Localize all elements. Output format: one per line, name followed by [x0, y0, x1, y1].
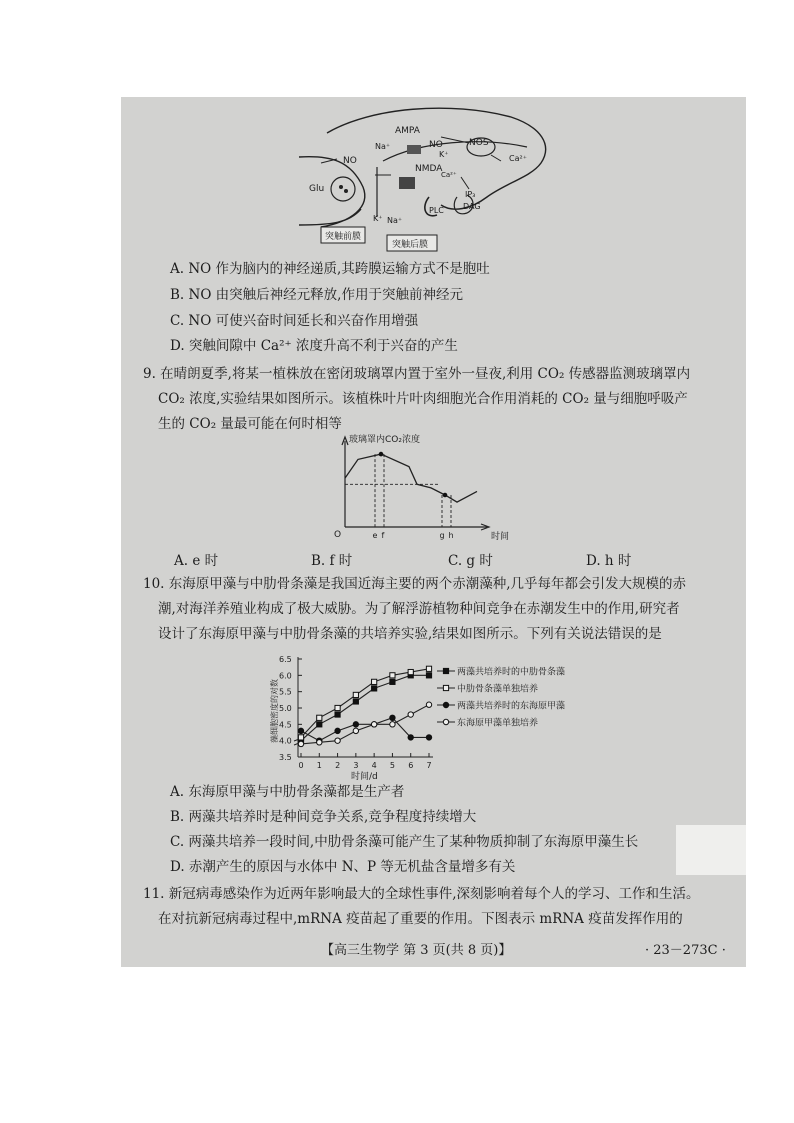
nmda-label: NMDA — [415, 164, 443, 174]
algae-point-s2-7 — [426, 735, 431, 740]
algae-legend-label-2: 两藻共培养时的东海原甲藻 — [457, 701, 566, 712]
co2-axes — [342, 437, 489, 530]
q9-option-a: A. e 时 — [174, 553, 219, 569]
algae-point-s2-5 — [390, 715, 395, 720]
algae-point-s3-3 — [353, 728, 358, 733]
algae-point-s1-0 — [298, 735, 303, 740]
nos-label: NOS — [469, 138, 489, 148]
algae-point-s3-7 — [426, 702, 431, 707]
algae-legend-label-0: 两藻共培养时的中肋骨条藻 — [457, 667, 566, 678]
algae-point-s1-1 — [317, 715, 322, 720]
glu-dot — [344, 189, 348, 193]
q10-stem-line-1: 10. 东海原甲藻与中肋骨条藻是我国近海主要的两个赤潮藻种,几乎每年都会引发大规模的赤 — [143, 576, 687, 592]
algae-legend-label-3: 东海原甲藻单独培养 — [457, 718, 539, 729]
presynaptic-box-label: 突触前膜 — [325, 232, 362, 242]
algae-x-tick-label: 3 — [353, 761, 359, 770]
algae-x-tick-label: 7 — [426, 761, 432, 770]
no-label-top: NO — [429, 140, 443, 150]
q10-stem-line-2: 潮,对海洋养殖业构成了极大威胁。为了解浮游植物种间竞争在赤潮发生中的作用,研究者 — [158, 601, 680, 617]
ca-label-right: Ca²⁺ — [509, 154, 527, 163]
algae-x-ticks — [299, 753, 432, 770]
co2-x-ticks — [373, 531, 454, 540]
co2-guide-lines — [375, 454, 451, 527]
co2-x-label: 时间 — [491, 532, 510, 542]
co2-tick-e: e — [372, 531, 378, 540]
q8-option-b: B. NO 由突触后神经元释放,作用于突触前神经元 — [170, 287, 463, 303]
algae-legend-label-1: 中肋骨条藻单独培养 — [457, 684, 539, 695]
algae-y-tick-label: 4.5 — [279, 720, 292, 730]
glu-dot — [339, 185, 343, 189]
algae-x-tick-label: 0 — [298, 761, 304, 770]
q9-stem-line-1: 9. 在晴朗夏季,将某一植株放在密闭玻璃罩内置于室外一昼夜,利用 CO₂ 传感器监测玻璃罩内 — [143, 366, 691, 382]
algae-point-s1-4 — [372, 679, 377, 684]
algae-point-s0-1 — [317, 722, 322, 727]
algae-point-s3-5 — [390, 722, 395, 727]
algae-x-tick-label: 6 — [408, 761, 414, 770]
co2-origin-label: O — [334, 530, 342, 540]
postsynaptic-box-label: 突触后膜 — [392, 240, 429, 250]
q10-option-a: A. 东海原甲藻与中肋骨条藻都是生产者 — [170, 784, 405, 800]
algae-point-s3-2 — [335, 738, 340, 743]
glu-label: Glu — [309, 184, 325, 194]
algae-y-tick-label: 5.0 — [279, 704, 292, 713]
k-label-bottom: K⁺ — [373, 214, 383, 223]
algae-point-s3-4 — [371, 722, 376, 727]
co2-marker-1 — [443, 493, 448, 498]
algae-legend-marker-1 — [443, 685, 448, 690]
q9-option-c: C. g 时 — [448, 553, 493, 569]
synapse-diagram — [291, 97, 561, 253]
exam-page — [121, 97, 746, 967]
footer-subject: 【高三生物学 第 3 页(共 8 页)】 — [321, 943, 512, 958]
algae-point-s0-2 — [335, 712, 340, 717]
footer-code: · 23－273C · — [645, 943, 726, 958]
algae-point-s2-2 — [335, 728, 340, 733]
algae-x-tick-label: 4 — [371, 761, 377, 770]
q10-option-d: D. 赤潮产生的原因与水体中 N、P 等无机盐含量增多有关 — [170, 859, 516, 875]
algae-point-s1-7 — [426, 666, 431, 671]
q11-stem-line-1: 11. 新冠病毒感染作为近两年影响最大的全球性事件,深刻影响着每个人的学习、工作和生活。 — [143, 886, 700, 902]
algae-point-s2-6 — [408, 735, 413, 740]
q10-option-c: C. 两藻共培养一段时间,中肋骨条藻可能产生了某种物质抑制了东海原甲藻生长 — [170, 834, 639, 850]
algae-y-tick-label: 5.5 — [279, 687, 292, 697]
algae-point-s1-5 — [390, 673, 395, 678]
algae-series — [298, 666, 431, 746]
algae-point-s0-7 — [426, 673, 431, 678]
co2-tick-g: g — [439, 531, 445, 540]
algae-legend — [437, 666, 565, 729]
co2-tick-f: f — [381, 531, 385, 540]
ampa-receptor — [407, 145, 421, 154]
co2-tick-h: h — [448, 531, 454, 540]
q9-option-b: B. f 时 — [311, 553, 353, 569]
algae-point-s0-3 — [353, 699, 358, 704]
algae-x-tick-label: 5 — [389, 761, 396, 770]
plc-label: PLC — [429, 206, 444, 215]
q8-option-c: C. NO 可使兴奋时间延长和兴奋作用增强 — [170, 313, 419, 329]
q9-stem-line-2: CO₂ 浓度,实验结果如图所示。该植株叶片叶肉细胞光合作用消耗的 CO₂ 量与细胞呼吸产 — [158, 391, 688, 407]
algae-y-tick-label: 4.0 — [279, 736, 292, 746]
algae-x-tick-label: 1 — [316, 761, 322, 770]
co2-chart — [331, 433, 531, 545]
algae-y-label: 藻细胞密度的对数 — [270, 679, 279, 743]
co2-series-curve — [345, 454, 477, 502]
algae-point-s0-5 — [390, 679, 395, 684]
ampa-label: AMPA — [395, 126, 420, 136]
glare-patch — [676, 825, 746, 875]
q11-stem-line-2: 在对抗新冠病毒过程中,mRNA 疫苗起了重要的作用。下图表示 mRNA 疫苗发挥作用的 — [158, 911, 683, 927]
co2-marker-0 — [379, 452, 384, 457]
q9-stem-line-3: 生的 CO₂ 量最可能在何时相等 — [158, 416, 342, 432]
algae-y-tick-label: 6.0 — [279, 671, 292, 681]
algae-x-label: 时间/d — [351, 772, 378, 781]
algae-point-s1-2 — [335, 705, 340, 710]
nmda-receptor — [399, 177, 415, 189]
algae-point-s0-4 — [372, 686, 377, 691]
q10-option-b: B. 两藻共培养时是种间竞争关系,竞争程度持续增大 — [170, 809, 477, 825]
algae-point-s3-1 — [317, 740, 322, 745]
q8-option-a: A. NO 作为脑内的神经递质,其跨膜运输方式不是胞吐 — [170, 261, 490, 277]
q8-option-d: D. 突触间隙中 Ca²⁺ 浓度升高不利于兴奋的产生 — [170, 338, 458, 354]
algae-y-tick-label: 6.5 — [279, 655, 292, 664]
dag-label: DAG — [463, 202, 481, 211]
ca-label-mid: Ca²⁺ — [441, 171, 457, 179]
algae-legend-marker-0 — [443, 668, 448, 673]
algae-chart — [261, 653, 631, 781]
algae-point-s2-0 — [298, 728, 303, 733]
algae-x-tick-label: 2 — [335, 761, 341, 770]
k-label-top: K⁺ — [439, 150, 449, 159]
algae-legend-marker-2 — [443, 702, 448, 707]
co2-chart-title: 玻璃罩内CO₂浓度 — [349, 435, 420, 445]
algae-legend-marker-3 — [443, 719, 448, 724]
postsynaptic-inner — [383, 142, 527, 161]
na-label-top: Na⁺ — [375, 142, 391, 151]
glu-vesicle — [331, 177, 355, 201]
algae-point-s3-0 — [298, 741, 303, 746]
q10-stem-line-3: 设计了东海原甲藻与中肋骨条藻的共培养实验,结果如图所示。下列有关说法错误的是 — [158, 626, 662, 642]
algae-point-s1-3 — [353, 692, 358, 697]
na-label-bottom: Na⁺ — [387, 216, 403, 225]
q9-option-d: D. h 时 — [586, 553, 632, 569]
algae-point-s1-6 — [408, 669, 413, 674]
algae-y-tick-label: 3.5 — [279, 753, 292, 762]
algae-point-s2-3 — [353, 722, 358, 727]
algae-point-s3-6 — [408, 712, 413, 717]
no-label-left: NO — [343, 156, 357, 166]
algae-series-line-0 — [301, 675, 429, 740]
ip3-label: IP₃ — [465, 190, 476, 199]
